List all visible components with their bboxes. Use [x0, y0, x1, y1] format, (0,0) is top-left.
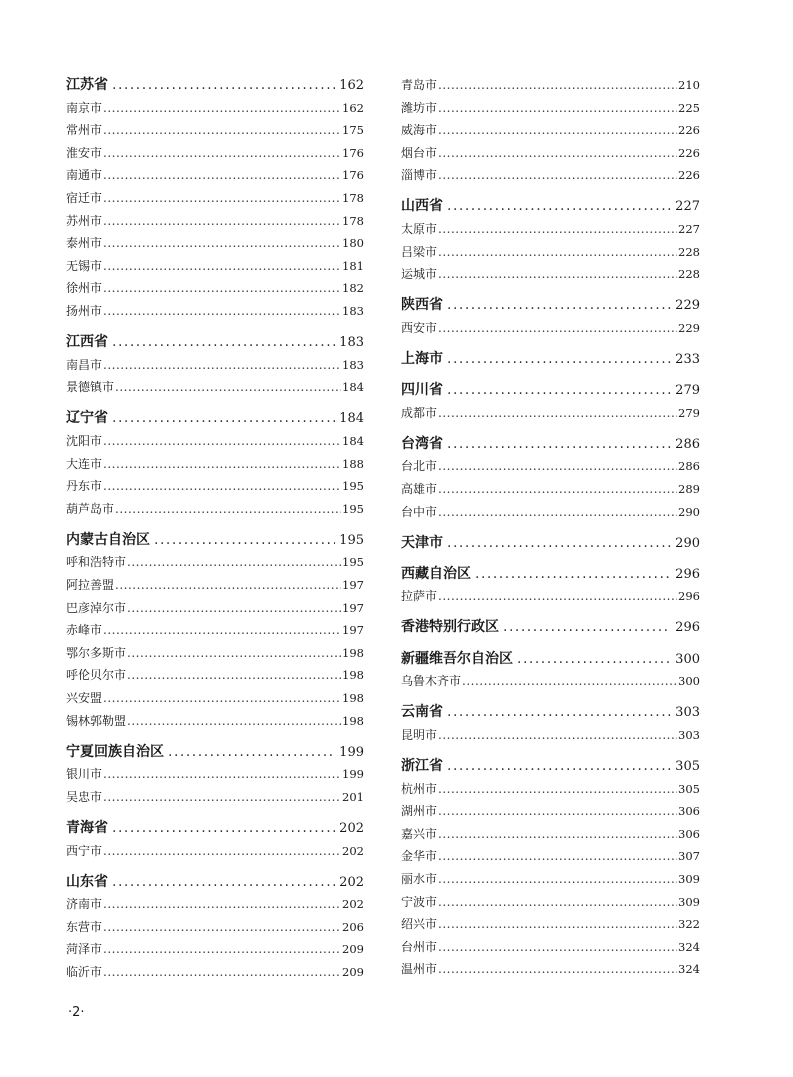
- section-title: 青海省: [66, 819, 108, 836]
- city-name: 巴彦淖尔市: [66, 600, 127, 615]
- toc-city-entry[interactable]: [401, 164, 700, 187]
- toc-city-entry[interactable]: [401, 317, 700, 340]
- city-name: 沈阳市: [66, 433, 103, 448]
- dot-leader: [103, 300, 341, 323]
- dot-leader: [438, 241, 677, 264]
- dot-leader: [438, 97, 677, 120]
- page-ref: 300: [675, 651, 700, 667]
- page-ref: 178: [342, 213, 364, 228]
- page-ref: 199: [342, 767, 364, 782]
- dot-leader: [438, 164, 677, 187]
- dot-leader: [438, 455, 677, 478]
- page-ref: 303: [678, 727, 700, 742]
- page-ref: 286: [678, 459, 700, 474]
- toc-section-entry[interactable]: [401, 755, 700, 778]
- dot-leader: [127, 551, 341, 574]
- page-ref: 197: [342, 577, 364, 592]
- toc-city-entry[interactable]: [66, 164, 364, 187]
- page-ref: 188: [342, 456, 364, 471]
- toc-city-entry[interactable]: [66, 710, 364, 733]
- dot-leader: [103, 255, 341, 278]
- dot-leader: [168, 741, 335, 764]
- page-ref: 209: [342, 942, 364, 957]
- city-name: 台中市: [401, 504, 438, 519]
- page-ref: 183: [339, 335, 364, 351]
- dot-leader: [447, 433, 671, 456]
- toc-city-entry[interactable]: [401, 724, 700, 747]
- section-title: 浙江省: [401, 757, 443, 774]
- dot-leader: [103, 210, 341, 233]
- toc-city-entry[interactable]: [401, 263, 700, 286]
- toc-section-entry[interactable]: [401, 701, 700, 724]
- page-ref: 198: [342, 690, 364, 705]
- dot-leader: [438, 402, 677, 425]
- toc-city-entry[interactable]: [401, 218, 700, 241]
- dot-leader: [447, 294, 671, 317]
- city-name: 丽水市: [401, 871, 438, 886]
- page-ref: 180: [342, 236, 364, 251]
- dot-leader: [438, 778, 677, 801]
- page-ref: 306: [678, 826, 700, 841]
- dot-leader: [103, 619, 341, 642]
- city-name: 锡林郭勒盟: [66, 713, 127, 728]
- page-ref: 175: [342, 123, 364, 138]
- city-name: 湖州市: [401, 804, 438, 819]
- page-ref: 227: [675, 199, 700, 215]
- page-ref: 226: [678, 145, 700, 160]
- toc-city-entry[interactable]: [66, 300, 364, 323]
- toc-city-entry[interactable]: [66, 97, 364, 120]
- city-name: 呼伦贝尔市: [66, 668, 127, 683]
- page-ref: 227: [678, 222, 700, 237]
- page-ref: 305: [678, 781, 700, 796]
- page-ref: 198: [342, 713, 364, 728]
- city-name: 丹东市: [66, 479, 103, 494]
- page-ref: 290: [675, 535, 700, 551]
- section-title: 内蒙古自治区: [66, 531, 150, 548]
- dot-leader: [103, 232, 341, 255]
- page-ref: 279: [675, 383, 700, 399]
- dot-leader: [154, 529, 335, 552]
- toc-section-entry[interactable]: [66, 74, 364, 97]
- dot-leader: [462, 670, 677, 693]
- page-ref: 225: [678, 100, 700, 115]
- toc-city-entry[interactable]: [401, 823, 700, 846]
- toc-city-entry[interactable]: [66, 840, 364, 863]
- page-ref: 296: [678, 589, 700, 604]
- city-name: 乌鲁木齐市: [401, 674, 462, 689]
- toc-city-entry[interactable]: [66, 786, 364, 809]
- page-ref: 305: [675, 758, 700, 774]
- section-title: 天津市: [401, 534, 443, 551]
- page-ref: 195: [339, 532, 364, 548]
- toc-city-entry[interactable]: [66, 277, 364, 300]
- toc-section-entry[interactable]: [401, 348, 700, 371]
- toc-section-entry[interactable]: [401, 563, 700, 586]
- toc-city-entry[interactable]: [401, 800, 700, 823]
- toc-city-entry[interactable]: [401, 670, 700, 693]
- toc-city-entry[interactable]: [401, 891, 700, 914]
- page-ref: 307: [678, 849, 700, 864]
- toc-city-entry[interactable]: [66, 574, 364, 597]
- dot-leader: [103, 475, 341, 498]
- section-title: 云南省: [401, 704, 443, 721]
- city-name: 淄博市: [401, 168, 438, 183]
- toc-city-entry[interactable]: [66, 376, 364, 399]
- page-ref: 296: [675, 566, 700, 582]
- page-ref: 182: [342, 281, 364, 296]
- city-name: 吴忠市: [66, 789, 103, 804]
- page-ref: 226: [678, 168, 700, 183]
- toc-city-entry[interactable]: [66, 232, 364, 255]
- page-ref: 176: [342, 145, 364, 160]
- dot-leader: [447, 348, 671, 371]
- page-ref: 178: [342, 190, 364, 205]
- page-ref: 197: [342, 600, 364, 615]
- toc-city-entry[interactable]: [66, 187, 364, 210]
- city-name: 菏泽市: [66, 942, 103, 957]
- dot-leader: [103, 354, 341, 377]
- dot-leader: [438, 585, 677, 608]
- toc-city-entry[interactable]: [66, 551, 364, 574]
- city-name: 威海市: [401, 123, 438, 138]
- dot-leader: [112, 871, 335, 894]
- page-ref: 197: [342, 623, 364, 638]
- city-name: 运城市: [401, 267, 438, 282]
- dot-leader: [438, 317, 677, 340]
- page-ref: 202: [342, 843, 364, 858]
- dot-leader: [103, 119, 341, 142]
- city-name: 南通市: [66, 168, 103, 183]
- toc-city-entry[interactable]: [66, 430, 364, 453]
- section-title: 上海市: [401, 351, 443, 368]
- dot-leader: [438, 119, 677, 142]
- dot-leader: [438, 724, 677, 747]
- page-ref: 184: [342, 380, 364, 395]
- dot-leader: [103, 142, 341, 165]
- toc-city-entry[interactable]: [401, 936, 700, 959]
- section-title: 山西省: [401, 198, 443, 215]
- toc-section-entry[interactable]: [401, 616, 700, 639]
- city-name: 高雄市: [401, 482, 438, 496]
- page-ref: 184: [339, 411, 364, 427]
- dot-leader: [112, 74, 335, 97]
- city-name: 银川市: [66, 767, 103, 782]
- dot-leader: [438, 478, 677, 501]
- page-ref: 324: [678, 962, 700, 977]
- toc-city-entry[interactable]: [401, 402, 700, 425]
- page-ref: 198: [342, 668, 364, 683]
- toc-left-column: [66, 74, 364, 984]
- toc-section-entry[interactable]: [66, 331, 364, 354]
- section-title: 江苏省: [66, 77, 108, 93]
- city-name: 嘉兴市: [401, 826, 438, 841]
- dot-leader: [438, 868, 677, 891]
- toc-city-entry[interactable]: [66, 453, 364, 476]
- toc-section-entry[interactable]: [401, 648, 700, 671]
- toc-city-entry[interactable]: [401, 241, 700, 264]
- dot-leader: [438, 142, 677, 165]
- section-title: 江西省: [66, 334, 108, 351]
- city-name: 成都市: [401, 405, 438, 420]
- dot-leader: [112, 817, 335, 840]
- page-ref: 176: [342, 168, 364, 183]
- toc-city-entry[interactable]: [401, 97, 700, 120]
- dot-leader: [103, 277, 341, 300]
- dot-leader: [115, 376, 341, 399]
- dot-leader: [103, 453, 341, 476]
- page-ref: 229: [675, 298, 700, 314]
- page-ref: 209: [342, 964, 364, 979]
- toc-city-entry[interactable]: [66, 142, 364, 165]
- city-name: 西安市: [401, 320, 438, 335]
- city-name: 大连市: [66, 456, 103, 471]
- toc-city-entry[interactable]: [66, 597, 364, 620]
- dot-leader: [127, 597, 341, 620]
- city-name: 吕梁市: [401, 244, 438, 259]
- section-title: 山东省: [66, 873, 108, 890]
- city-name: 南昌市: [66, 357, 103, 372]
- city-name: 青岛市: [401, 78, 438, 92]
- section-title: 西藏自治区: [401, 565, 471, 582]
- toc-section-entry[interactable]: [66, 741, 364, 764]
- page-ref: 286: [675, 436, 700, 452]
- city-name: 西宁市: [66, 843, 103, 858]
- city-name: 淮安市: [66, 145, 103, 160]
- page-ref: 309: [678, 871, 700, 886]
- toc-city-entry[interactable]: [401, 585, 700, 608]
- page-ref: 279: [678, 405, 700, 420]
- city-name: 东营市: [66, 919, 103, 934]
- dot-leader: [438, 936, 677, 959]
- city-name: 温州市: [401, 962, 438, 977]
- dot-leader: [103, 430, 341, 453]
- toc-city-entry[interactable]: [66, 961, 364, 984]
- dot-leader: [447, 379, 671, 402]
- dot-leader: [112, 331, 335, 354]
- dot-leader: [103, 164, 341, 187]
- toc-city-entry[interactable]: [401, 501, 700, 524]
- page-ref: 228: [678, 244, 700, 259]
- page-ref: 300: [678, 674, 700, 689]
- dot-leader: [112, 407, 335, 430]
- toc-section-entry[interactable]: [401, 294, 700, 317]
- page-ref: 184: [342, 433, 364, 448]
- city-name: 昆明市: [401, 727, 438, 742]
- city-name: 赤峰市: [66, 623, 103, 638]
- dot-leader: [115, 498, 341, 521]
- toc-section-entry[interactable]: [401, 379, 700, 402]
- toc-city-entry[interactable]: [401, 119, 700, 142]
- city-name: 太原市: [401, 222, 438, 237]
- dot-leader: [438, 263, 677, 286]
- page-ref: 289: [678, 482, 700, 496]
- toc-city-entry[interactable]: [66, 498, 364, 521]
- dot-leader: [103, 786, 341, 809]
- city-name: 台北市: [401, 459, 438, 474]
- city-name: 临沂市: [66, 964, 103, 979]
- dot-leader: [103, 916, 341, 939]
- toc-city-entry[interactable]: [401, 455, 700, 478]
- toc-city-entry[interactable]: [66, 119, 364, 142]
- toc-city-entry[interactable]: [66, 687, 364, 710]
- page-ref: 195: [342, 555, 364, 570]
- page-ref: 322: [678, 917, 700, 932]
- toc-city-entry[interactable]: [66, 664, 364, 687]
- toc-section-entry[interactable]: [401, 532, 700, 555]
- page-ref: 296: [675, 620, 700, 636]
- dot-leader: [438, 823, 677, 846]
- page-ref: 306: [678, 804, 700, 819]
- toc-city-entry[interactable]: [66, 763, 364, 786]
- toc-city-entry[interactable]: [66, 210, 364, 233]
- page-ref: 210: [678, 78, 700, 92]
- city-name: 景德镇市: [66, 380, 115, 395]
- page-ref: 183: [342, 357, 364, 372]
- dot-leader: [438, 891, 677, 914]
- dot-leader: [103, 97, 341, 120]
- city-name: 济南市: [66, 897, 103, 912]
- dot-leader: [447, 701, 671, 724]
- toc-section-entry[interactable]: [66, 407, 364, 430]
- dot-leader: [103, 763, 341, 786]
- dot-leader: [447, 195, 671, 218]
- dot-leader: [447, 532, 671, 555]
- page-ref: 228: [678, 267, 700, 282]
- page-ref: 201: [342, 789, 364, 804]
- city-name: 宁波市: [401, 894, 438, 909]
- city-name: 兴安盟: [66, 690, 103, 705]
- section-title: 新疆维吾尔自治区: [401, 650, 513, 667]
- toc-section-entry[interactable]: [401, 195, 700, 218]
- dot-leader: [127, 642, 341, 665]
- page-ref: 202: [339, 874, 364, 890]
- toc-section-entry[interactable]: [66, 529, 364, 552]
- page-ref: 183: [342, 303, 364, 318]
- page-ref: 233: [675, 352, 700, 368]
- dot-leader: [438, 74, 677, 97]
- dot-leader: [103, 938, 341, 961]
- dot-leader: [517, 648, 671, 671]
- toc-city-entry[interactable]: [401, 74, 700, 97]
- city-name: 拉萨市: [401, 589, 438, 604]
- dot-leader: [438, 800, 677, 823]
- page-ref: 226: [678, 123, 700, 138]
- city-name: 扬州市: [66, 303, 103, 318]
- page-ref: 290: [678, 504, 700, 519]
- toc-right-column: [401, 74, 700, 981]
- city-name: 烟台市: [401, 145, 438, 160]
- page-ref: 162: [342, 100, 364, 115]
- toc-city-entry[interactable]: [66, 893, 364, 916]
- city-name: 金华市: [401, 849, 438, 864]
- dot-leader: [503, 616, 671, 639]
- dot-leader: [438, 218, 677, 241]
- toc-city-entry[interactable]: [401, 958, 700, 981]
- toc-city-entry[interactable]: [401, 778, 700, 801]
- toc-city-entry[interactable]: [401, 845, 700, 868]
- city-name: 葫芦岛市: [66, 501, 115, 516]
- dot-leader: [475, 563, 671, 586]
- dot-leader: [438, 958, 677, 981]
- toc-section-entry[interactable]: [66, 817, 364, 840]
- city-name: 泰州市: [66, 236, 103, 251]
- page-ref: 324: [678, 939, 700, 954]
- dot-leader: [103, 961, 341, 984]
- toc-city-entry[interactable]: [66, 916, 364, 939]
- page-ref: 181: [342, 258, 364, 273]
- city-name: 台州市: [401, 939, 438, 954]
- section-title: 辽宁省: [66, 410, 108, 427]
- city-name: 呼和浩特市: [66, 555, 127, 570]
- dot-leader: [115, 574, 341, 597]
- city-name: 潍坊市: [401, 100, 438, 115]
- toc-city-entry[interactable]: [66, 642, 364, 665]
- page-number: ·2·: [68, 1005, 85, 1020]
- city-name: 鄂尔多斯市: [66, 645, 127, 660]
- dot-leader: [103, 893, 341, 916]
- page-ref: 195: [342, 501, 364, 516]
- toc-city-entry[interactable]: [401, 913, 700, 936]
- page-ref: 195: [342, 479, 364, 494]
- toc-section-entry[interactable]: [401, 433, 700, 456]
- section-title: 陕西省: [401, 297, 443, 314]
- section-title: 香港特别行政区: [401, 619, 499, 636]
- page-ref: 229: [678, 320, 700, 335]
- section-title: 宁夏回族自治区: [66, 743, 164, 760]
- toc-city-entry[interactable]: [66, 938, 364, 961]
- section-title: 台湾省: [401, 435, 443, 452]
- dot-leader: [103, 840, 341, 863]
- dot-leader: [438, 501, 677, 524]
- toc-city-entry[interactable]: [401, 478, 700, 501]
- city-name: 苏州市: [66, 213, 103, 228]
- section-title: 四川省: [401, 382, 443, 399]
- dot-leader: [127, 710, 341, 733]
- city-name: 宿迁市: [66, 190, 103, 205]
- city-name: 无锡市: [66, 258, 103, 273]
- toc-city-entry[interactable]: [401, 142, 700, 165]
- dot-leader: [438, 845, 677, 868]
- dot-leader: [103, 687, 341, 710]
- city-name: 南京市: [66, 100, 103, 115]
- city-name: 杭州市: [401, 781, 438, 796]
- page-ref: 206: [342, 919, 364, 934]
- page-ref: 309: [678, 894, 700, 909]
- dot-leader: [438, 913, 677, 936]
- dot-leader: [127, 664, 341, 687]
- toc-city-entry[interactable]: [401, 868, 700, 891]
- city-name: 徐州市: [66, 281, 103, 296]
- page-ref: 202: [342, 897, 364, 912]
- toc-city-entry[interactable]: [66, 354, 364, 377]
- page-ref: 199: [339, 744, 364, 760]
- toc-city-entry[interactable]: [66, 475, 364, 498]
- dot-leader: [447, 755, 671, 778]
- toc-section-entry[interactable]: [66, 871, 364, 894]
- toc-city-entry[interactable]: [66, 255, 364, 278]
- page-ref: 303: [675, 705, 700, 721]
- city-name: 绍兴市: [401, 917, 438, 932]
- dot-leader: [103, 187, 341, 210]
- page-ref: 202: [339, 820, 364, 836]
- city-name: 阿拉善盟: [66, 577, 115, 592]
- page-ref: 162: [339, 78, 364, 93]
- city-name: 常州市: [66, 123, 103, 138]
- toc-city-entry[interactable]: [66, 619, 364, 642]
- page-ref: 198: [342, 645, 364, 660]
